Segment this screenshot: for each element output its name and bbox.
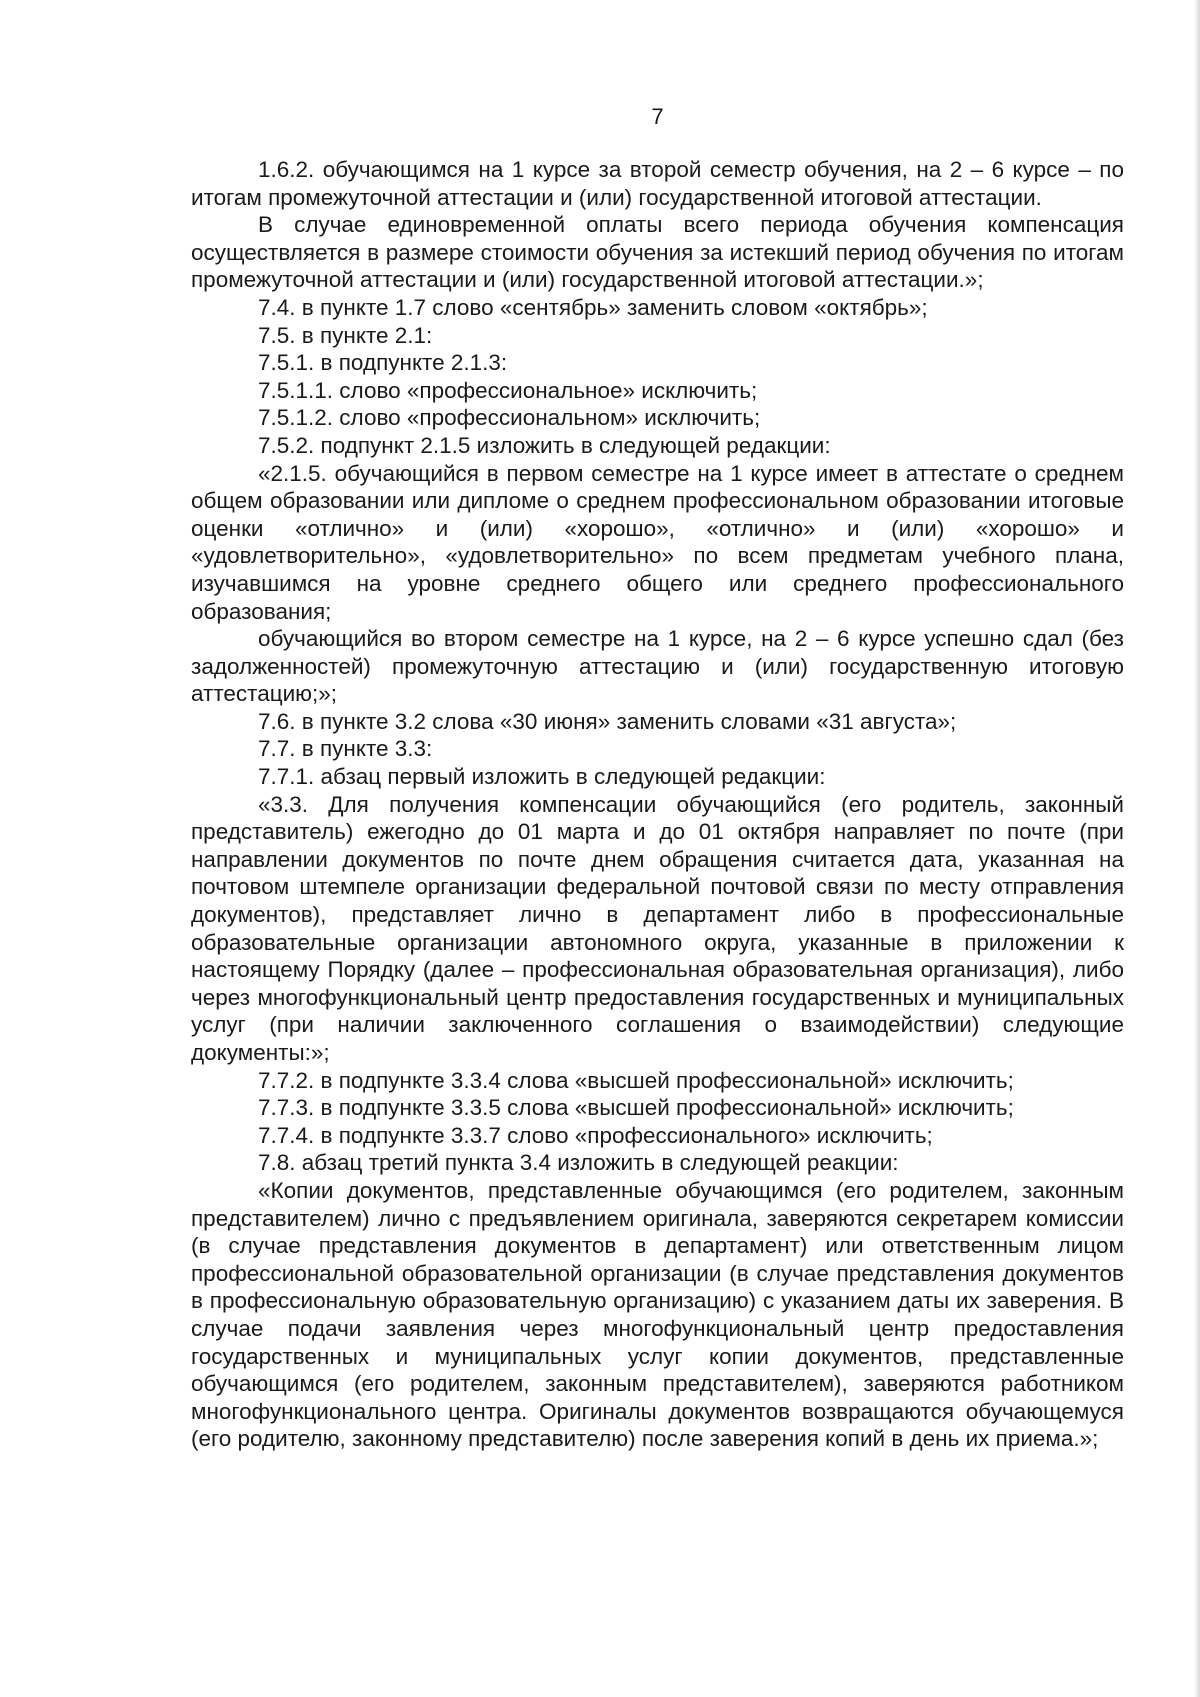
paragraph-7-5-2: 7.5.2. подпункт 2.1.5 изложить в следующей редакции: bbox=[258, 432, 831, 458]
paragraph-7-5-1: 7.5.1. в подпункте 2.1.3: bbox=[258, 350, 508, 376]
scan-edge-shadow bbox=[1194, 0, 1200, 1697]
page-number: 7 bbox=[651, 104, 664, 129]
paragraph-7-7-3: 7.7.3. в подпункте 3.3.5 слова «высшей профессиональной» исключить; bbox=[258, 1095, 1014, 1121]
paragraph-7-7: 7.7. в пункте 3.3: bbox=[258, 736, 433, 762]
paragraph-7-5: 7.5. в пункте 2.1: bbox=[258, 322, 433, 348]
paragraph-7-4: 7.4. в пункте 1.7 слово «сентябрь» заменить словом «октябрь»; bbox=[258, 294, 928, 320]
paragraph-7-8: 7.8. абзац третий пункта 3.4 изложить в следующей реакции: bbox=[258, 1150, 899, 1176]
paragraph-compensation-lump-sum: В случае единовременной оплаты всего периода обучения компенсация осуществляется в размере стоимости обучения за истекший период обучения по итогам промежуточной аттестации и (или) государственной итоговой аттестации.»; bbox=[191, 212, 1124, 293]
paragraph-7-7-4: 7.7.4. в подпункте 3.3.7 слово «профессионального» исключить; bbox=[258, 1122, 933, 1148]
paragraph-document-copies: «Копии документов, представленные обучающимся (его родителем, законным представителем) лично с предъявлением оригинала, заверяются секретарем комиссии (в случае представления документов в департамент) или ответственным лицом профессиональной образовательной организации (в случае представления документов в профессиональную образовательную организацию) с указанием даты их заверения. В случае подачи заявления через многофункциональный центр предоставления государственных и муниципальных услуг копии документов, представленные обучающимся (его родителем, законным представителем), заверяются работником многофункционального центра. Оригиналы документов возвращаются обучающемуся (его родителю, законному представителю) после заверения копий в день их приема.»; bbox=[191, 1177, 1124, 1452]
paragraph-2-1-5: «2.1.5. обучающийся в первом семестре на 1 курсе имеет в аттестате о среднем общем образовании или дипломе о среднем профессиональном образовании итоговые оценки «отлично» и (или) «хорошо», «отлично» и (или) «хорошо» и «удовлетворительно», «удовлетворительно» по всем предметам учебного плана, изучавшимся на уровне среднего общего или среднего профессионального образования; bbox=[191, 460, 1124, 624]
document-body bbox=[191, 156, 1124, 1453]
paragraph-3-3: «3.3. Для получения компенсации обучающийся (его родитель, законный представитель) ежегодно до 01 марта и до 01 октября направляет по почте (при направлении документов по почте днем обращения считается дата, указанная на почтовом штемпеле организации федеральной почтовой связи по месту отправления документов), представляет лично в департамент либо в профессиональные образовательные организации автономного округа, указанные в приложении к настоящему Порядку (далее – профессиональная образовательная организация), либо через многофункциональный центр предоставления государственных и муниципальных услуг (при наличии заключенного соглашения о взаимодействии) следующие документы:»; bbox=[191, 791, 1124, 1065]
paragraph-7-6: 7.6. в пункте 3.2 слова «30 июня» заменить словами «31 августа»; bbox=[258, 708, 957, 734]
paragraph-7-5-1-1: 7.5.1.1. слово «профессиональное» исключить; bbox=[258, 377, 758, 403]
paragraph-7-7-1: 7.7.1. абзац первый изложить в следующей редакции: bbox=[258, 764, 826, 790]
paragraph-second-semester: обучающийся во втором семестре на 1 курсе, на 2 – 6 курсе успешно сдал (без задолженностей) промежуточную аттестацию и (или) государственную итоговую аттестацию;»; bbox=[191, 626, 1124, 707]
paragraph-7-5-1-2: 7.5.1.2. слово «профессиональном» исключить; bbox=[258, 405, 761, 431]
paragraph-7-7-2: 7.7.2. в подпункте 3.3.4 слова «высшей профессиональной» исключить; bbox=[258, 1067, 1014, 1093]
paragraph-1-6-2: 1.6.2. обучающимся на 1 курсе за второй семестр обучения, на 2 – 6 курсе – по итогам промежуточной аттестации и (или) государственной итоговой аттестации. bbox=[191, 157, 1124, 210]
